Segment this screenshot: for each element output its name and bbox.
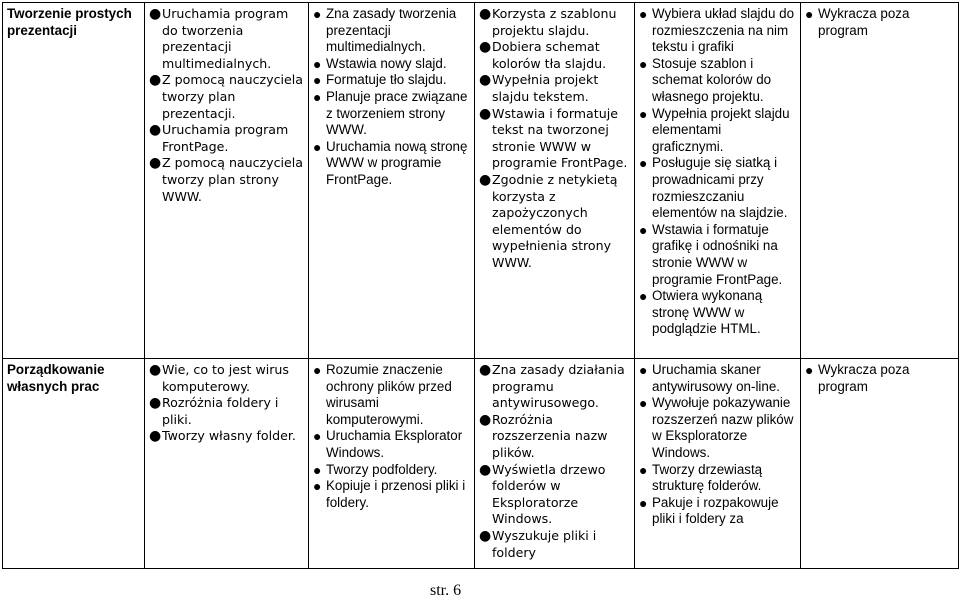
bullet-icon: ● <box>639 105 648 122</box>
grade-cell <box>801 3 959 359</box>
list-item-text: Wypełnia projekt slajdu elementami graficznymi. <box>652 105 790 154</box>
row-label: Porządkowanie własnych prac <box>3 359 145 569</box>
list-item <box>639 395 796 461</box>
bullet-icon: ● <box>805 6 814 22</box>
list-item-text: Z pomocą nauczyciela tworzy plan prezentacji. <box>162 72 304 121</box>
bullet-icon: ● <box>639 155 648 172</box>
requirement-list <box>805 6 954 39</box>
bullet-icon: ● <box>313 428 322 445</box>
list-item <box>313 72 470 89</box>
list-item <box>639 222 796 288</box>
list-item-text: Uruchamia nową stronę WWW w programie FrontPage. <box>326 138 468 187</box>
list-item-text: Rozróżnia rozszerzenia nazw plików. <box>492 411 608 460</box>
table-row <box>3 3 959 359</box>
list-item <box>149 6 304 72</box>
list-item <box>313 139 470 189</box>
bullet-icon: ● <box>149 122 162 139</box>
list-item-text: Uruchamia skaner antywirusowy on-line. <box>652 362 781 394</box>
bullet-icon: ● <box>149 72 162 89</box>
table-row <box>3 359 959 569</box>
list-item-text: Formatuje tło slajdu. <box>326 72 447 88</box>
list-item-text: Z pomocą nauczyciela tworzy plan strony WWW. <box>162 155 304 204</box>
grade-cell <box>145 3 309 359</box>
list-item <box>313 89 470 139</box>
bullet-icon: ● <box>639 494 648 511</box>
bullet-icon: ● <box>639 55 648 72</box>
bullet-icon: ● <box>639 362 648 378</box>
bullet-icon: ● <box>639 288 648 305</box>
list-item <box>313 478 470 511</box>
list-item <box>313 362 470 428</box>
requirement-list <box>149 6 304 205</box>
grade-cell <box>635 359 801 569</box>
grade-cell <box>145 359 309 569</box>
list-item <box>639 495 796 528</box>
list-item-text: Tworzy podfoldery. <box>326 461 438 477</box>
bullet-icon: ● <box>149 6 162 22</box>
bullet-icon: ● <box>639 6 648 22</box>
list-item-text: Kopiuje i przenosi pliki i foldery. <box>326 478 466 510</box>
list-item-text: Tworzy własny folder. <box>162 428 296 444</box>
list-item-text: Stosuje szablon i schemat kolorów do własnego projektu. <box>652 55 772 104</box>
list-item <box>639 6 796 56</box>
requirement-list <box>479 362 630 561</box>
bullet-icon: ● <box>639 221 648 238</box>
bullet-icon: ● <box>479 72 492 89</box>
bullet-icon: ● <box>805 362 814 378</box>
requirement-list <box>479 6 630 272</box>
list-item <box>639 155 796 221</box>
list-item <box>149 72 304 122</box>
bullet-icon: ● <box>479 171 492 188</box>
list-item <box>313 56 470 73</box>
page-number: str. 6 <box>430 582 462 599</box>
bullet-icon: ● <box>313 478 322 495</box>
list-item <box>479 72 630 105</box>
list-item-text: Wykracza poza program <box>818 362 910 394</box>
bullet-icon: ● <box>313 362 322 378</box>
bullet-icon: ● <box>479 6 492 22</box>
requirement-list <box>639 362 796 528</box>
list-item-text: Wywołuje pokazywanie rozszerzeń nazw plików w Eksploratorze Windows. <box>652 395 794 460</box>
grade-cell <box>635 3 801 359</box>
list-item-text: Dobiera schemat kolorów tła slajdu. <box>492 39 607 71</box>
list-item-text: Wstawia i formatuje tekst na tworzonej stronie WWW w programie FrontPage. <box>492 105 628 171</box>
bullet-icon: ● <box>313 72 322 89</box>
list-item <box>149 395 304 428</box>
bullet-icon: ● <box>313 138 322 155</box>
row-label: Tworzenie prostych prezentacji <box>3 3 145 359</box>
list-item <box>149 428 304 445</box>
list-item-text: Wybiera układ slajdu do rozmieszczenia na nim tekstu i grafiki <box>652 6 795 55</box>
requirement-list <box>149 362 304 445</box>
bullet-icon: ● <box>479 362 492 378</box>
bullet-icon: ● <box>479 105 492 122</box>
requirement-list <box>639 6 796 338</box>
bullet-icon: ● <box>149 155 162 172</box>
grade-cell <box>309 359 475 569</box>
list-item-text: Zgodnie z netykietą korzysta z zapożyczonych elementów do wypełnienia strony WWW. <box>492 171 618 270</box>
bullet-icon: ● <box>479 527 492 544</box>
list-item <box>313 428 470 461</box>
list-item <box>313 6 470 56</box>
list-item <box>479 462 630 528</box>
list-item <box>149 155 304 205</box>
list-item <box>479 362 630 412</box>
list-item-text: Zna zasady tworzenia prezentacji multimedialnych. <box>326 6 457 55</box>
bullet-icon: ● <box>479 39 492 56</box>
list-item <box>479 106 630 172</box>
list-item-text: Zna zasady działania programu antywirusowego. <box>492 362 625 411</box>
bullet-icon: ● <box>313 461 322 478</box>
bullet-icon: ● <box>313 88 322 105</box>
list-item <box>639 56 796 106</box>
list-item-text: Wypełnia projekt slajdu tekstem. <box>492 72 599 104</box>
list-item-text: Otwiera wykonaną stronę WWW w podglądzie HTML. <box>652 288 763 337</box>
list-item <box>805 362 954 395</box>
list-item-text: Uruchamia program do tworzenia prezentacji multimedialnych. <box>162 6 289 71</box>
list-item-text: Uruchamia Eksplorator Windows. <box>326 428 463 460</box>
list-item <box>479 6 630 39</box>
list-item <box>149 122 304 155</box>
list-item-text: Wstawia i formatuje grafikę i odnośniki na stronie WWW w programie FrontPage. <box>652 221 783 287</box>
requirement-list <box>313 362 470 511</box>
list-item-text: Korzysta z szablonu projektu slajdu. <box>492 6 617 38</box>
requirement-list <box>805 362 954 395</box>
list-item <box>639 462 796 495</box>
list-item-text: Wie, co to jest wirus komputerowy. <box>162 362 289 394</box>
bullet-icon: ● <box>639 395 648 412</box>
curriculum-table <box>2 2 959 569</box>
list-item <box>639 362 796 395</box>
list-item <box>479 39 630 72</box>
grade-cell <box>309 3 475 359</box>
bullet-icon: ● <box>313 55 322 72</box>
bullet-icon: ● <box>149 362 162 378</box>
bullet-icon: ● <box>639 461 648 478</box>
list-item-text: Wykracza poza program <box>818 6 910 38</box>
list-item-text: Rozróżnia foldery i pliki. <box>162 395 279 427</box>
bullet-icon: ● <box>313 6 322 22</box>
list-item <box>805 6 954 39</box>
list-item-text: Wstawia nowy slajd. <box>326 55 447 71</box>
list-item <box>313 462 470 479</box>
grade-cell <box>801 359 959 569</box>
list-item <box>639 106 796 156</box>
bullet-icon: ● <box>149 428 162 445</box>
requirement-list <box>313 6 470 189</box>
list-item-text: Uruchamia program FrontPage. <box>162 122 289 154</box>
list-item <box>479 172 630 272</box>
list-item-text: Wyświetla drzewo folderów w Eksploratorze Windows. <box>492 461 606 527</box>
bullet-icon: ● <box>149 395 162 412</box>
list-item <box>479 412 630 462</box>
bullet-icon: ● <box>479 411 492 428</box>
list-item <box>639 288 796 338</box>
list-item-text: Tworzy drzewiastą strukturę folderów. <box>652 461 763 494</box>
grade-cell <box>475 359 635 569</box>
list-item-text: Planuje prace związane z tworzeniem strony WWW. <box>326 88 468 138</box>
grade-cell <box>475 3 635 359</box>
list-item <box>149 362 304 395</box>
list-item-text: Rozumie znaczenie ochrony plików przed wirusami komputerowymi. <box>326 362 452 427</box>
list-item-text: Posługuje się siatką i prowadnicami przy rozmieszczaniu elementów na slajdzie. <box>652 155 788 221</box>
list-item <box>479 528 630 561</box>
bullet-icon: ● <box>479 461 492 478</box>
list-item-text: Pakuje i rozpakowuje pliki i foldery za <box>652 494 779 527</box>
list-item-text: Wyszukuje pliki i foldery <box>492 527 597 560</box>
